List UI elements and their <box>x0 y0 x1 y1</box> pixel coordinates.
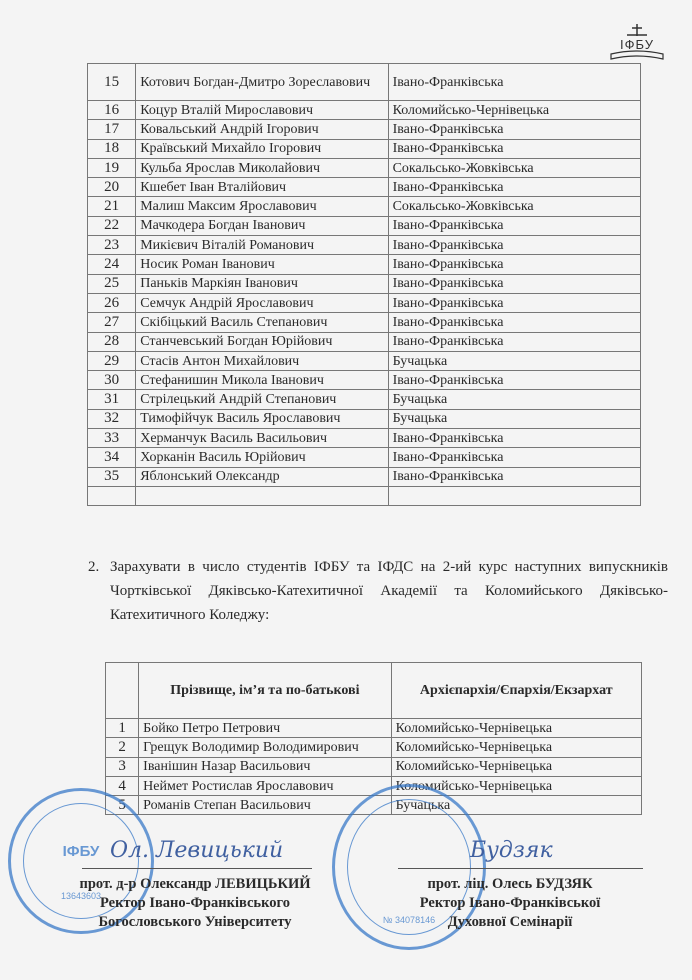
table-row <box>106 757 642 776</box>
cell-name: Семчук Андрій Ярославович <box>136 293 388 312</box>
cell-region: Бучацька <box>388 351 640 370</box>
cell-num: 31 <box>88 390 136 409</box>
cell-num: 25 <box>88 274 136 293</box>
cell-region: Івано-Франківська <box>388 313 640 332</box>
table-row <box>88 467 641 486</box>
table-row <box>88 390 641 409</box>
cell-num: 21 <box>88 197 136 216</box>
cell-name: Мачкодера Богдан Іванович <box>136 216 388 235</box>
cell-num: 27 <box>88 313 136 332</box>
cell-name: Ковальський Андрій Ігорович <box>136 120 388 139</box>
cell-num: 1 <box>106 719 139 738</box>
signer-left-role1: Ректор Івано-Франківського <box>100 895 290 911</box>
cell-name: Стефанишин Микола Іванович <box>136 371 388 390</box>
table-row <box>88 371 641 390</box>
table-row <box>88 216 641 235</box>
cell-region: Коломийсько-Чернівецька <box>391 776 641 795</box>
cell-num: 26 <box>88 293 136 312</box>
signer-right-role2: Духовної Семінарії <box>447 914 573 930</box>
cell-region: Івано-Франківська <box>388 178 640 197</box>
cell-num: 23 <box>88 236 136 255</box>
cell-num: 20 <box>88 178 136 197</box>
cell-region: Сокальсько-Жовківська <box>388 158 640 177</box>
cell-region: Івано-Франківська <box>388 371 640 390</box>
cell-region: Коломийсько-Чернівецька <box>391 719 641 738</box>
empty-row <box>88 486 641 505</box>
table-row <box>88 101 641 120</box>
table-row <box>106 719 642 738</box>
cell-region: Івано-Франківська <box>388 216 640 235</box>
cell-region: Коломийсько-Чернівецька <box>391 738 641 757</box>
signature-line-left <box>82 868 312 869</box>
cell-region: Бучацька <box>388 409 640 428</box>
handwritten-signature-left: Ол. Левицький <box>110 838 284 863</box>
cell-empty <box>388 486 640 505</box>
table-row <box>88 255 641 274</box>
cell-name: Микієвич Віталій Романович <box>136 236 388 255</box>
cell-name: Коцур Вталій Мирославович <box>136 101 388 120</box>
signer-right <box>380 875 640 932</box>
table-row <box>88 120 641 139</box>
stamp-number: № 34078146 <box>382 915 436 925</box>
table-row <box>88 158 641 177</box>
table-row <box>88 332 641 351</box>
cell-region: Івано-Франківська <box>388 120 640 139</box>
cell-num: 34 <box>88 448 136 467</box>
students-table-continued <box>87 63 641 506</box>
header-num <box>106 663 139 719</box>
table-row <box>88 178 641 197</box>
cell-region: Івано-Франківська <box>388 448 640 467</box>
cell-num: 30 <box>88 371 136 390</box>
cell-region: Івано-Франківська <box>388 255 640 274</box>
cell-region: Сокальсько-Жовківська <box>388 197 640 216</box>
cell-name: Паньків Маркіян Іванович <box>136 274 388 293</box>
cell-name: Грещук Володимир Володимирович <box>139 738 391 757</box>
cell-region: Івано-Франківська <box>388 139 640 158</box>
table-row <box>88 429 641 448</box>
cell-empty <box>88 486 136 505</box>
table-row <box>88 313 641 332</box>
table-row <box>88 293 641 312</box>
cell-num: 29 <box>88 351 136 370</box>
cell-region: Івано-Франківська <box>388 293 640 312</box>
cell-num: 2 <box>106 738 139 757</box>
cell-num: 18 <box>88 139 136 158</box>
cell-num: 15 <box>88 64 136 101</box>
cell-region: Коломийсько-Чернівецька <box>388 101 640 120</box>
cell-region: Бучацька <box>388 390 640 409</box>
cell-name: Кшебет Іван Вталійович <box>136 178 388 197</box>
cell-name: Бойко Петро Петрович <box>139 719 391 738</box>
signature-line-right <box>398 868 643 869</box>
cell-name: Кульба Ярослав Миколайович <box>136 158 388 177</box>
cell-region: Івано-Франківська <box>388 332 640 351</box>
cell-num: 33 <box>88 429 136 448</box>
cell-num: 16 <box>88 101 136 120</box>
signer-left-title: прот. д-р Олександр ЛЕВИЦЬКИЙ <box>79 876 311 892</box>
table-row <box>88 236 641 255</box>
table-row <box>106 738 642 757</box>
cell-num: 35 <box>88 467 136 486</box>
paragraph-number: 2. <box>88 559 100 575</box>
paragraph-text: Зарахувати в число студентів ІФБУ та ІФДС на 2-ий курс наступних випускників Чортківської Дяківсько-Катехитичної Академії та Коломийського Дяківсько-Катехитичного Коледжу: <box>110 559 668 623</box>
table-row <box>88 274 641 293</box>
cell-name: Романів Степан Васильович <box>139 796 391 815</box>
header-region: Архієпархія/Єпархія/Екзархат <box>391 663 641 719</box>
cell-name: Носик Роман Іванович <box>136 255 388 274</box>
cell-name: Краївський Михайло Ігорович <box>136 139 388 158</box>
cell-region: Івано-Франківська <box>388 467 640 486</box>
cell-region: Івано-Франківська <box>388 274 640 293</box>
table-row <box>88 64 641 101</box>
signer-right-title: прот. ліц. Олесь БУДЗЯК <box>427 876 593 892</box>
signer-left-role2: Богословського Університету <box>98 914 292 930</box>
signer-left <box>40 875 350 932</box>
cell-name: Іванішин Назар Васильович <box>139 757 391 776</box>
cell-name: Станчевський Богдан Юрійович <box>136 332 388 351</box>
cell-num: 3 <box>106 757 139 776</box>
table-row <box>88 448 641 467</box>
logo-text: ІФБУ <box>620 37 654 52</box>
cell-name: Стрілецький Андрій Степанович <box>136 390 388 409</box>
cell-name: Хорканін Василь Юрійович <box>136 448 388 467</box>
cell-region: Бучацька <box>391 796 641 815</box>
cell-name: Стасів Антон Михайлович <box>136 351 388 370</box>
cell-name: Скібіцький Василь Степанович <box>136 313 388 332</box>
cell-num: 22 <box>88 216 136 235</box>
table-row <box>88 409 641 428</box>
cell-name: Херманчук Василь Васильович <box>136 429 388 448</box>
cell-region: Івано-Франківська <box>388 64 640 101</box>
handwritten-signature-right: Будзяк <box>470 838 553 863</box>
cell-region: Івано-Франківська <box>388 429 640 448</box>
table-row <box>88 351 641 370</box>
cell-num: 4 <box>106 776 139 795</box>
enrollment-paragraph <box>88 555 668 627</box>
cell-region: Коломийсько-Чернівецька <box>391 757 641 776</box>
cell-num: 19 <box>88 158 136 177</box>
cell-num: 17 <box>88 120 136 139</box>
cell-region: Івано-Франківська <box>388 236 640 255</box>
cell-num: 24 <box>88 255 136 274</box>
stamp-logo-text: ІФБУ <box>62 843 100 860</box>
cell-name: Яблонський Олександр <box>136 467 388 486</box>
table-row <box>88 197 641 216</box>
cell-name: Тимофійчук Василь Ярославович <box>136 409 388 428</box>
cell-name: Малиш Максим Ярославович <box>136 197 388 216</box>
signer-right-role1: Ректор Івано-Франківської <box>419 895 601 911</box>
cell-num: 28 <box>88 332 136 351</box>
cell-name: Котович Богдан-Дмитро Зореславович <box>136 64 388 101</box>
cell-num: 5 <box>106 796 139 815</box>
table-row <box>88 139 641 158</box>
stamp-number: 13643603 <box>60 891 102 901</box>
cell-num: 32 <box>88 409 136 428</box>
cell-empty <box>136 486 388 505</box>
header-name: Прізвище, ім’я та по-батькові <box>139 663 391 719</box>
cell-name: Неймет Ростислав Ярославович <box>139 776 391 795</box>
